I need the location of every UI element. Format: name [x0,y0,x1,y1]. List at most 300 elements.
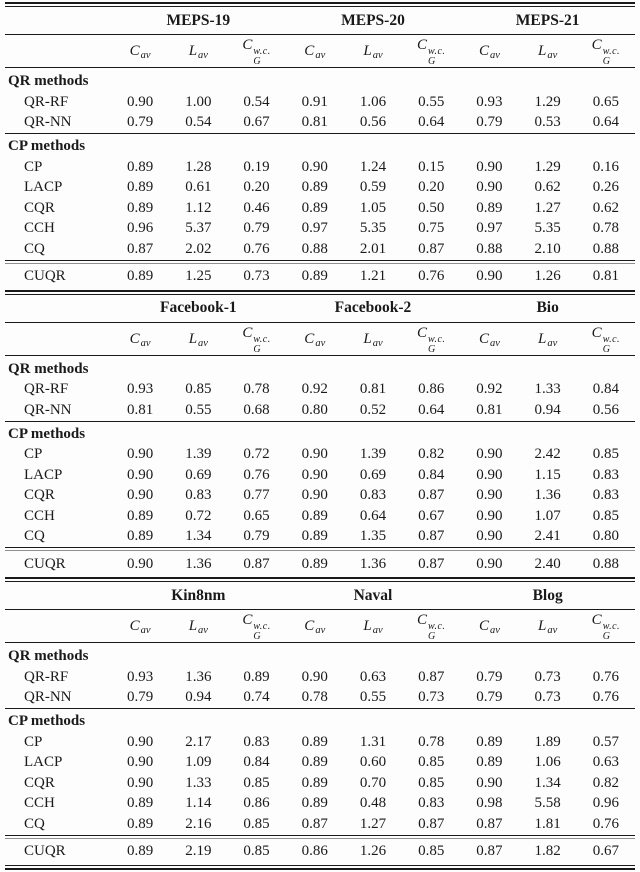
dataset-name: Facebook-1 [160,299,237,316]
value-cell: 0.87 [418,240,445,257]
symbol-subscript: av [372,625,383,636]
symbol-header-row [5,37,635,68]
summary-row [5,263,635,290]
value-cell: 1.06 [359,93,387,110]
value-cell: 0.96 [126,220,154,237]
value-cell: 0.76 [592,815,619,832]
symbol-superscript: w.c. [428,621,446,632]
symbol-base: C [129,618,140,634]
value-cell: 0.63 [592,754,619,771]
value-cell: 0.16 [592,158,619,175]
value-cell: 0.76 [592,668,619,685]
value-cell: 5.58 [534,795,561,812]
symbol-subscript: av [489,50,500,61]
value-cell: 0.55 [418,93,445,110]
table-row [5,380,635,401]
value-cell: 0.87 [126,240,154,257]
value-cell: 0.48 [359,795,387,812]
value-cell: 0.90 [126,466,154,483]
symbol-subscript: G [428,56,436,67]
value-cell: 0.90 [476,446,503,463]
section-header: QR methods [8,73,89,89]
value-cell: 1.39 [359,446,387,463]
dataset-name: Bio [536,299,559,316]
symbol-base: C [304,43,315,59]
value-cell: 0.83 [592,466,619,483]
summary-row [5,838,635,865]
method-name: CP [24,158,43,175]
value-cell: 1.81 [534,815,561,832]
column-header-symbol [227,612,285,643]
column-header-symbol [577,325,635,356]
table-row [5,814,635,835]
value-cell: 0.81 [592,268,619,284]
table-row [5,667,635,688]
value-cell: 0.78 [243,381,270,398]
value-cell: 0.59 [359,179,387,196]
column-header-symbol [460,325,518,356]
value-cell: 2.40 [534,555,561,572]
value-cell: 0.98 [476,795,503,812]
value-cell: 1.24 [359,158,387,175]
method-name: CQ [24,815,45,832]
value-cell: 0.97 [476,220,503,237]
value-cell: 0.90 [476,774,503,791]
value-cell: 0.76 [592,689,619,706]
method-name: LACP [24,466,63,483]
value-cell: 1.21 [359,268,387,284]
method-name: QR-RF [24,668,69,685]
symbol-subscript: av [547,625,558,636]
value-cell: 0.90 [301,487,328,504]
symbol-scripts [603,335,620,355]
value-cell: 0.92 [476,381,503,398]
symbol-base: L [188,330,198,347]
symbol-subscript: G [602,343,610,355]
value-cell: 1.33 [185,774,212,791]
summary-row [5,551,635,578]
value-cell: 0.94 [534,401,561,418]
value-cell: 0.89 [126,268,154,284]
symbol-subscript: av [315,625,326,636]
value-cell: 0.19 [243,158,270,175]
symbol-subscript: av [489,337,500,349]
value-cell: 0.87 [418,528,445,545]
symbol-subscript: av [315,337,326,349]
value-cell: 0.65 [592,93,619,110]
value-cell: 0.85 [243,774,270,791]
value-cell: 0.80 [592,528,619,545]
value-cell: 0.93 [126,381,154,398]
value-cell: 0.84 [418,466,445,483]
value-cell: 0.79 [476,689,503,706]
symbol-base: C [242,37,253,53]
section-header: QR methods [8,648,89,664]
value-cell: 1.34 [534,774,561,791]
column-header-symbol [460,37,518,68]
value-cell: 2.16 [185,815,212,832]
value-cell: 0.90 [476,466,503,483]
value-cell: 0.81 [359,381,387,398]
empty-cell [5,294,111,322]
value-cell: 0.83 [243,733,270,750]
table-row [5,178,635,199]
empty-cell [5,7,111,35]
section-header-row [5,646,635,667]
symbol-base: C [242,612,253,628]
value-cell: 0.87 [243,555,270,572]
value-cell: 0.73 [243,268,270,284]
symbol-superscript: w.c. [602,46,621,57]
symbol-base: C [242,324,253,341]
symbol-base: C [129,330,140,347]
value-cell: 0.87 [418,555,445,572]
value-cell: 0.62 [592,199,619,216]
value-cell: 0.26 [592,179,619,196]
symbol-superscript: w.c. [253,621,271,632]
value-cell: 0.83 [418,795,445,812]
symbol-subscript: G [253,343,261,355]
symbol-base: L [538,618,547,634]
section-header: CP methods [8,713,86,729]
symbol-base: L [188,618,198,634]
results-table-2 [5,290,635,578]
symbol-base: L [363,43,372,59]
value-cell: 0.85 [243,815,270,832]
symbol-scripts [428,47,445,67]
value-cell: 1.36 [185,668,212,685]
value-cell: 0.84 [243,754,270,771]
value-cell: 0.96 [592,795,619,812]
value-cell: 0.76 [418,268,445,284]
value-cell: 0.90 [126,93,154,110]
value-cell: 1.07 [534,507,561,524]
value-cell: 0.74 [243,689,270,706]
value-cell: 0.61 [185,179,212,196]
value-cell: 1.26 [359,843,387,859]
value-cell: 0.72 [185,507,212,524]
value-cell: 0.89 [126,815,154,832]
value-cell: 0.67 [418,507,445,524]
value-cell: 0.55 [185,401,212,418]
value-cell: 0.78 [301,689,328,706]
dataset-name: Kin8nm [171,586,226,604]
value-cell: 1.82 [534,843,561,859]
symbol-base: C [304,618,315,634]
value-cell: 0.89 [126,843,154,859]
value-cell: 0.90 [126,555,154,572]
value-cell: 1.34 [185,528,212,545]
symbol-scripts [253,47,270,67]
value-cell: 0.92 [301,381,328,398]
value-cell: 1.33 [534,381,561,398]
symbol-base: C [417,612,428,628]
column-header-symbol [169,325,227,356]
symbol-base: C [478,618,489,634]
value-cell: 0.90 [476,179,503,196]
value-cell: 0.90 [476,268,503,284]
method-name: CQR [24,487,55,504]
symbol-header-row [5,612,635,643]
table-row [5,732,635,753]
value-cell: 1.12 [185,199,212,216]
value-cell: 0.72 [243,446,270,463]
symbol-scripts [253,622,270,642]
value-cell: 0.73 [534,689,561,706]
symbol-base: C [417,37,428,53]
symbol-subscript: G [602,56,610,67]
double-rule-bottom [5,865,635,869]
column-header-symbol [460,612,518,643]
tables-container [5,2,635,870]
value-cell: 1.00 [185,93,212,110]
column-header-symbol [111,612,169,643]
value-cell: 0.90 [476,487,503,504]
value-cell: 1.31 [359,733,387,750]
value-cell: 0.89 [126,528,154,545]
value-cell: 1.06 [534,754,561,771]
value-cell: 0.15 [418,158,445,175]
value-cell: 1.36 [359,555,387,572]
value-cell: 0.73 [418,689,445,706]
value-cell: 0.60 [359,754,387,771]
value-cell: 0.80 [301,401,328,418]
value-cell: 0.79 [476,114,503,131]
column-header-symbol [286,37,344,68]
value-cell: 0.87 [476,815,503,832]
value-cell: 0.89 [126,199,154,216]
dataset-name: MEPS-20 [341,11,405,29]
value-cell: 2.42 [534,446,561,463]
method-name: CP [24,733,43,750]
section-header-row [5,71,635,92]
symbol-superscript: w.c. [428,333,446,345]
empty-cell [5,325,111,356]
dataset-name: MEPS-21 [515,11,580,29]
section-header-row [5,711,635,732]
method-name: CQR [24,774,55,791]
symbol-base: C [591,324,602,341]
value-cell: 0.89 [301,528,328,545]
value-cell: 1.26 [534,268,561,284]
dataset-header-row [5,294,635,322]
column-header-symbol [286,612,344,643]
value-cell: 0.90 [126,487,154,504]
value-cell: 0.78 [592,220,619,237]
value-cell: 0.90 [476,555,503,572]
value-cell: 0.89 [301,555,328,572]
method-name: LACP [24,754,63,771]
value-cell: 0.93 [126,668,154,685]
symbol-subscript: G [253,631,261,642]
table-row [5,794,635,815]
column-header-symbol [402,612,460,643]
table-row [5,157,635,178]
table-row [5,486,635,507]
value-cell: 0.89 [301,754,328,771]
column-header-symbol [577,37,635,68]
value-cell: 0.81 [126,401,154,418]
column-header-symbol [519,612,577,643]
value-cell: 0.90 [301,446,328,463]
value-cell: 0.79 [126,114,154,131]
value-cell: 0.85 [418,774,445,791]
value-cell: 1.05 [359,199,387,216]
value-cell: 0.89 [301,179,328,196]
value-cell: 0.89 [476,754,503,771]
value-cell: 0.81 [301,114,328,131]
symbol-base: C [478,330,489,347]
results-table-1 [5,2,635,290]
symbol-base: C [591,37,602,53]
value-cell: 0.79 [243,528,270,545]
table-row [5,198,635,219]
dataset-name: Blog [532,586,563,604]
dataset-name: MEPS-19 [166,11,231,29]
value-cell: 0.90 [126,733,154,750]
value-cell: 0.90 [301,158,328,175]
symbol-superscript: w.c. [602,621,621,632]
column-header-symbol [344,612,402,643]
value-cell: 1.27 [359,815,387,832]
symbol-superscript: w.c. [602,333,621,345]
value-cell: 0.64 [592,114,619,131]
value-cell: 2.10 [534,240,561,257]
section-header-row [5,359,635,380]
value-cell: 2.02 [185,240,212,257]
symbol-base: L [538,43,547,59]
column-header-symbol [344,325,402,356]
value-cell: 1.27 [534,199,561,216]
value-cell: 0.20 [243,179,270,196]
section-header: CP methods [8,425,86,442]
value-cell: 0.70 [359,774,387,791]
method-name: CCH [24,795,55,812]
value-cell: 0.79 [243,220,270,237]
value-cell: 0.87 [418,668,445,685]
method-name: QR-RF [24,93,69,110]
method-name: CUQR [24,268,66,284]
symbol-subscript: av [372,337,383,349]
value-cell: 0.68 [243,401,270,418]
table-row [5,400,635,421]
empty-cell [5,37,111,68]
value-cell: 0.90 [126,774,154,791]
value-cell: 1.89 [534,733,561,750]
symbol-superscript: w.c. [428,46,446,57]
column-header-symbol [169,37,227,68]
value-cell: 5.35 [534,220,561,237]
value-cell: 0.90 [476,158,503,175]
value-cell: 2.01 [359,240,387,257]
value-cell: 0.64 [359,507,387,524]
value-cell: 0.87 [301,815,328,832]
column-header-symbol [519,37,577,68]
symbol-base: C [591,612,602,628]
value-cell: 0.88 [592,240,619,257]
column-header-symbol [577,612,635,643]
value-cell: 0.90 [126,446,154,463]
value-cell: 0.89 [301,774,328,791]
method-name: QR-NN [24,401,72,418]
symbol-base: L [188,43,198,59]
symbol-subscript: av [372,50,383,61]
value-cell: 0.85 [185,381,212,398]
section-header: QR methods [8,360,89,377]
value-cell: 1.36 [185,555,212,572]
symbol-header-row [5,325,635,356]
symbol-base: C [417,324,428,341]
symbol-subscript: G [253,56,261,67]
value-cell: 1.39 [185,446,212,463]
value-cell: 0.57 [592,733,619,750]
symbol-base: C [304,330,315,347]
method-name: CUQR [24,843,66,859]
table-row [5,506,635,527]
column-header-symbol [344,37,402,68]
value-cell: 1.09 [185,754,212,771]
value-cell: 0.90 [301,668,328,685]
table-row [5,219,635,240]
value-cell: 0.78 [418,733,445,750]
value-cell: 0.64 [418,114,445,131]
value-cell: 0.88 [592,555,619,572]
symbol-subscript: G [602,631,610,642]
value-cell: 0.87 [476,843,503,859]
value-cell: 1.25 [185,268,212,284]
value-cell: 0.90 [126,754,154,771]
value-cell: 2.19 [185,843,212,859]
value-cell: 0.81 [476,401,503,418]
value-cell: 0.64 [418,401,445,418]
symbol-scripts [603,622,620,642]
symbol-base: L [363,618,372,634]
dataset-name: Facebook-2 [334,299,412,316]
symbol-superscript: w.c. [253,333,271,345]
value-cell: 0.76 [243,466,270,483]
empty-cell [5,612,111,643]
table-row [5,113,635,134]
value-cell: 0.90 [476,507,503,524]
section-header-row [5,136,635,157]
value-cell: 0.86 [301,843,328,859]
value-cell: 0.82 [592,774,619,791]
value-cell: 1.29 [534,93,561,110]
dataset-name: Naval [353,586,393,604]
value-cell: 0.91 [301,93,328,110]
value-cell: 0.73 [534,668,561,685]
column-header-symbol [286,325,344,356]
value-cell: 0.89 [243,668,270,685]
symbol-scripts [428,335,445,355]
value-cell: 0.89 [476,733,503,750]
table-row [5,239,635,260]
value-cell: 1.35 [359,528,387,545]
value-cell: 0.94 [185,689,212,706]
value-cell: 0.89 [301,733,328,750]
value-cell: 0.90 [301,466,328,483]
dataset-header-row [5,7,635,35]
value-cell: 0.63 [359,668,387,685]
symbol-subscript: av [547,50,558,61]
value-cell: 0.62 [534,179,561,196]
column-header-symbol [402,325,460,356]
column-header-symbol [111,37,169,68]
empty-cell [5,582,111,610]
symbol-scripts [603,47,620,67]
value-cell: 0.85 [418,754,445,771]
value-cell: 0.52 [359,401,387,418]
